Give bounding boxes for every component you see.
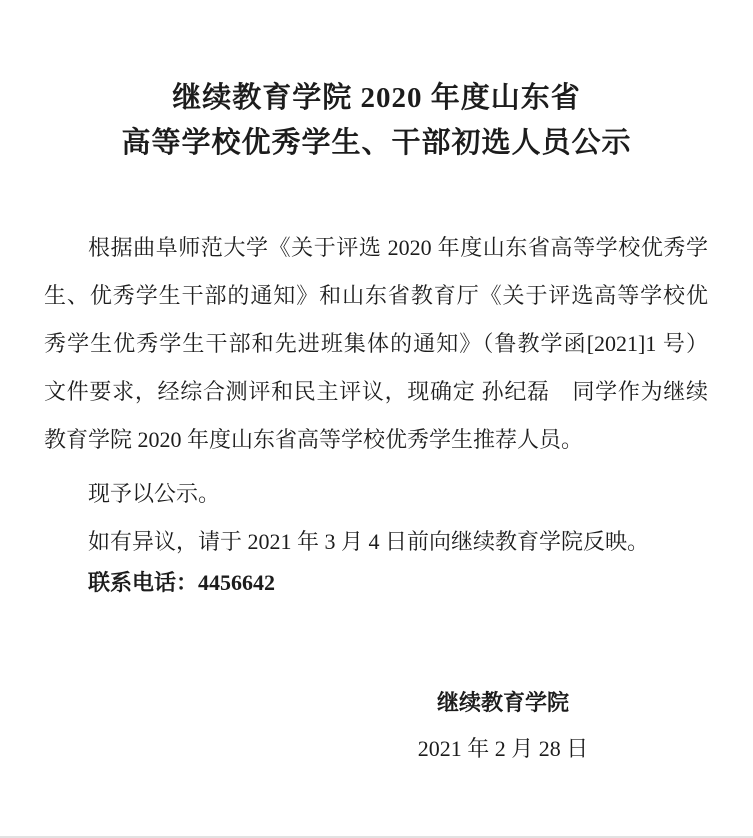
paragraph-line: 根据曲阜师范大学《关于评选 2020 年度山东省高等学校优秀学 <box>88 235 708 260</box>
body-paragraph-basis <box>44 224 708 464</box>
paragraph-line: 文件要求，经综合测评和民主评议，现确定 孙纪磊 同学作为继续 <box>44 379 708 404</box>
title-line-2: 高等学校优秀学生、干部初选人员公示 <box>121 127 632 159</box>
title-line-1: 继续教育学院 2020 年度山东省 <box>172 82 581 114</box>
paragraph-line: 秀学生优秀学生干部和先进班集体的通知》（鲁教学函[2021]1 号） <box>44 331 708 356</box>
body-paragraph-publicity: 现予以公示。 <box>88 481 221 506</box>
document-body <box>0 224 753 600</box>
paragraph-line: 生、优秀学生干部的通知》和山东省教育厅《关于评选高等学校优 <box>44 283 708 308</box>
signature-date: 2021 年 2 月 28 日 <box>417 736 589 761</box>
contact-phone-line: 联系电话：4456642 <box>88 570 276 595</box>
signature-organization: 继续教育学院 <box>436 690 569 715</box>
paragraph-line: 教育学院 2020 年度山东省高等学校优秀学生推荐人员。 <box>44 427 584 452</box>
document-title <box>0 76 753 166</box>
body-paragraph-objection: 如有异议，请于 2021 年 3 月 4 日前向继续教育学院反映。 <box>88 529 650 554</box>
signature-block <box>0 680 753 772</box>
